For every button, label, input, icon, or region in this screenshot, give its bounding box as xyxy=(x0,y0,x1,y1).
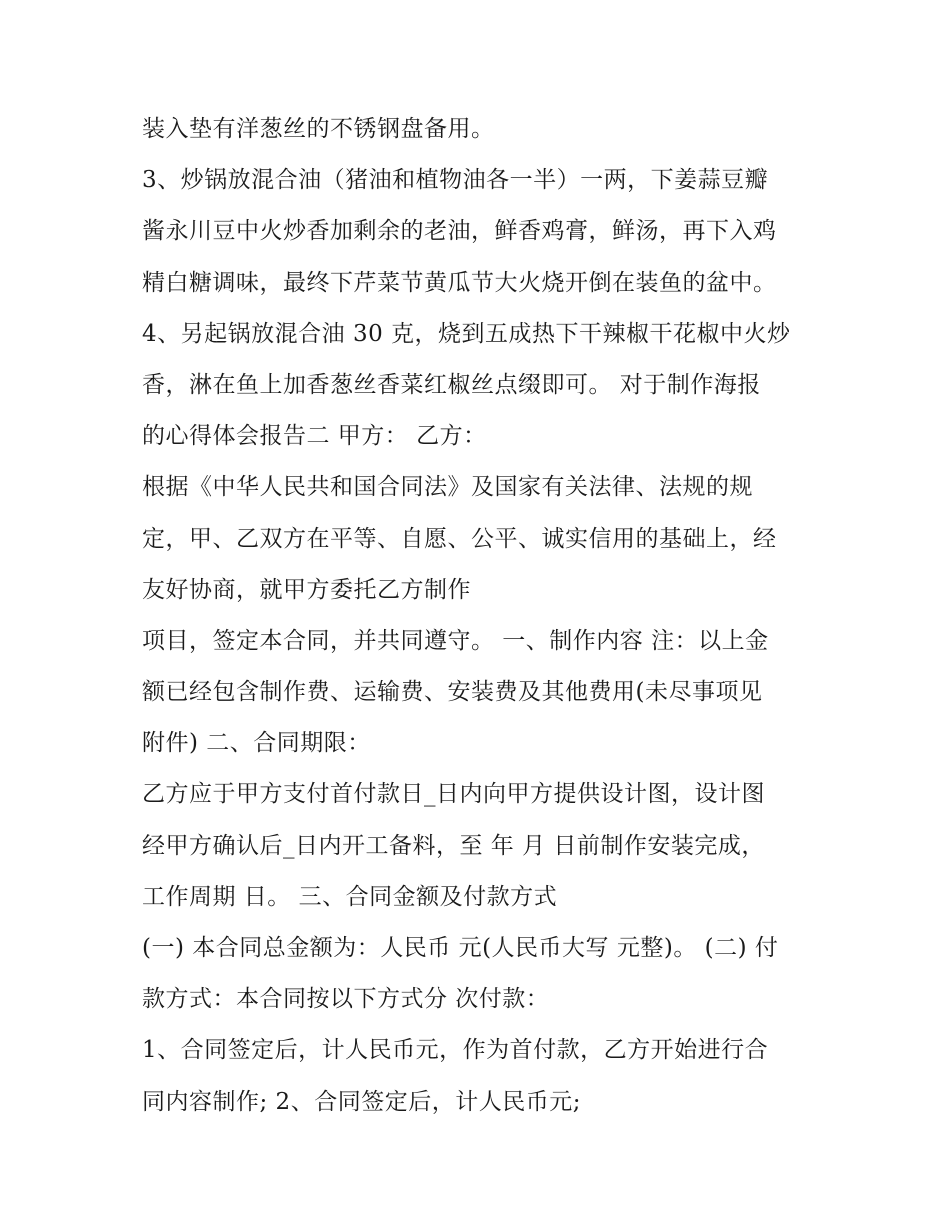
text-line: 装入垫有洋葱丝的不锈钢盘备用。 xyxy=(142,116,495,142)
text-line: 同内容制作; 2、合同签定后，计人民币元; xyxy=(142,1088,581,1115)
document-body xyxy=(142,104,832,1128)
text-line: 4、另起锅放混合油 30 克，烧到五成热下干辣椒干花椒中火炒 xyxy=(142,320,791,347)
text-line: 额已经包含制作费、运输费、安装费及其他费用(未尽事项见 xyxy=(142,679,763,706)
text-line: 附件) 二、合同期限： xyxy=(142,730,371,757)
text-line: 1、合同签定后，计人民币元，作为首付款，乙方开始进行合 xyxy=(142,1037,769,1064)
text-line: 的心得体会报告二 甲方： 乙方： xyxy=(142,423,487,450)
text-line: 精白糖调味，最终下芹菜节黄瓜节大火烧开倒在装鱼的盆中。 xyxy=(142,269,777,296)
text-line: 3、炒锅放混合油（猪油和植物油各一半）一两，下姜蒜豆瓣 xyxy=(142,167,769,194)
text-line: 款方式：本合同按以下方式分 次付款： xyxy=(142,986,550,1013)
text-line: 工作周期 日。 三、合同金额及付款方式 xyxy=(142,883,558,910)
text-line: 经甲方确认后_日内开工备料，至 年 月 日前制作安装完成， xyxy=(142,832,765,859)
text-line: 友好协商，就甲方委托乙方制作 xyxy=(142,576,471,603)
text-line: (一) 本合同总金额为：人民币 元(人民币大写 元整)。 (二) 付 xyxy=(142,935,779,961)
text-line: 项目，签定本合同，并共同遵守。 一、制作内容 注：以上金 xyxy=(142,627,769,654)
text-line: 定，甲、乙双方在平等、自愿、公平、诚实信用的基础上，经 xyxy=(142,525,777,552)
text-line: 乙方应于甲方支付首付款日_日内向甲方提供设计图，设计图 xyxy=(142,781,765,808)
text-line: 酱永川豆中火炒香加剩余的老油，鲜香鸡膏，鲜汤，再下入鸡 xyxy=(142,218,777,245)
text-line: 香，淋在鱼上加香葱丝香菜红椒丝点缀即可。 对于制作海报 xyxy=(142,371,761,398)
text-line: 根据《中华人民共和国合同法》及国家有关法律、法规的规 xyxy=(142,474,753,501)
